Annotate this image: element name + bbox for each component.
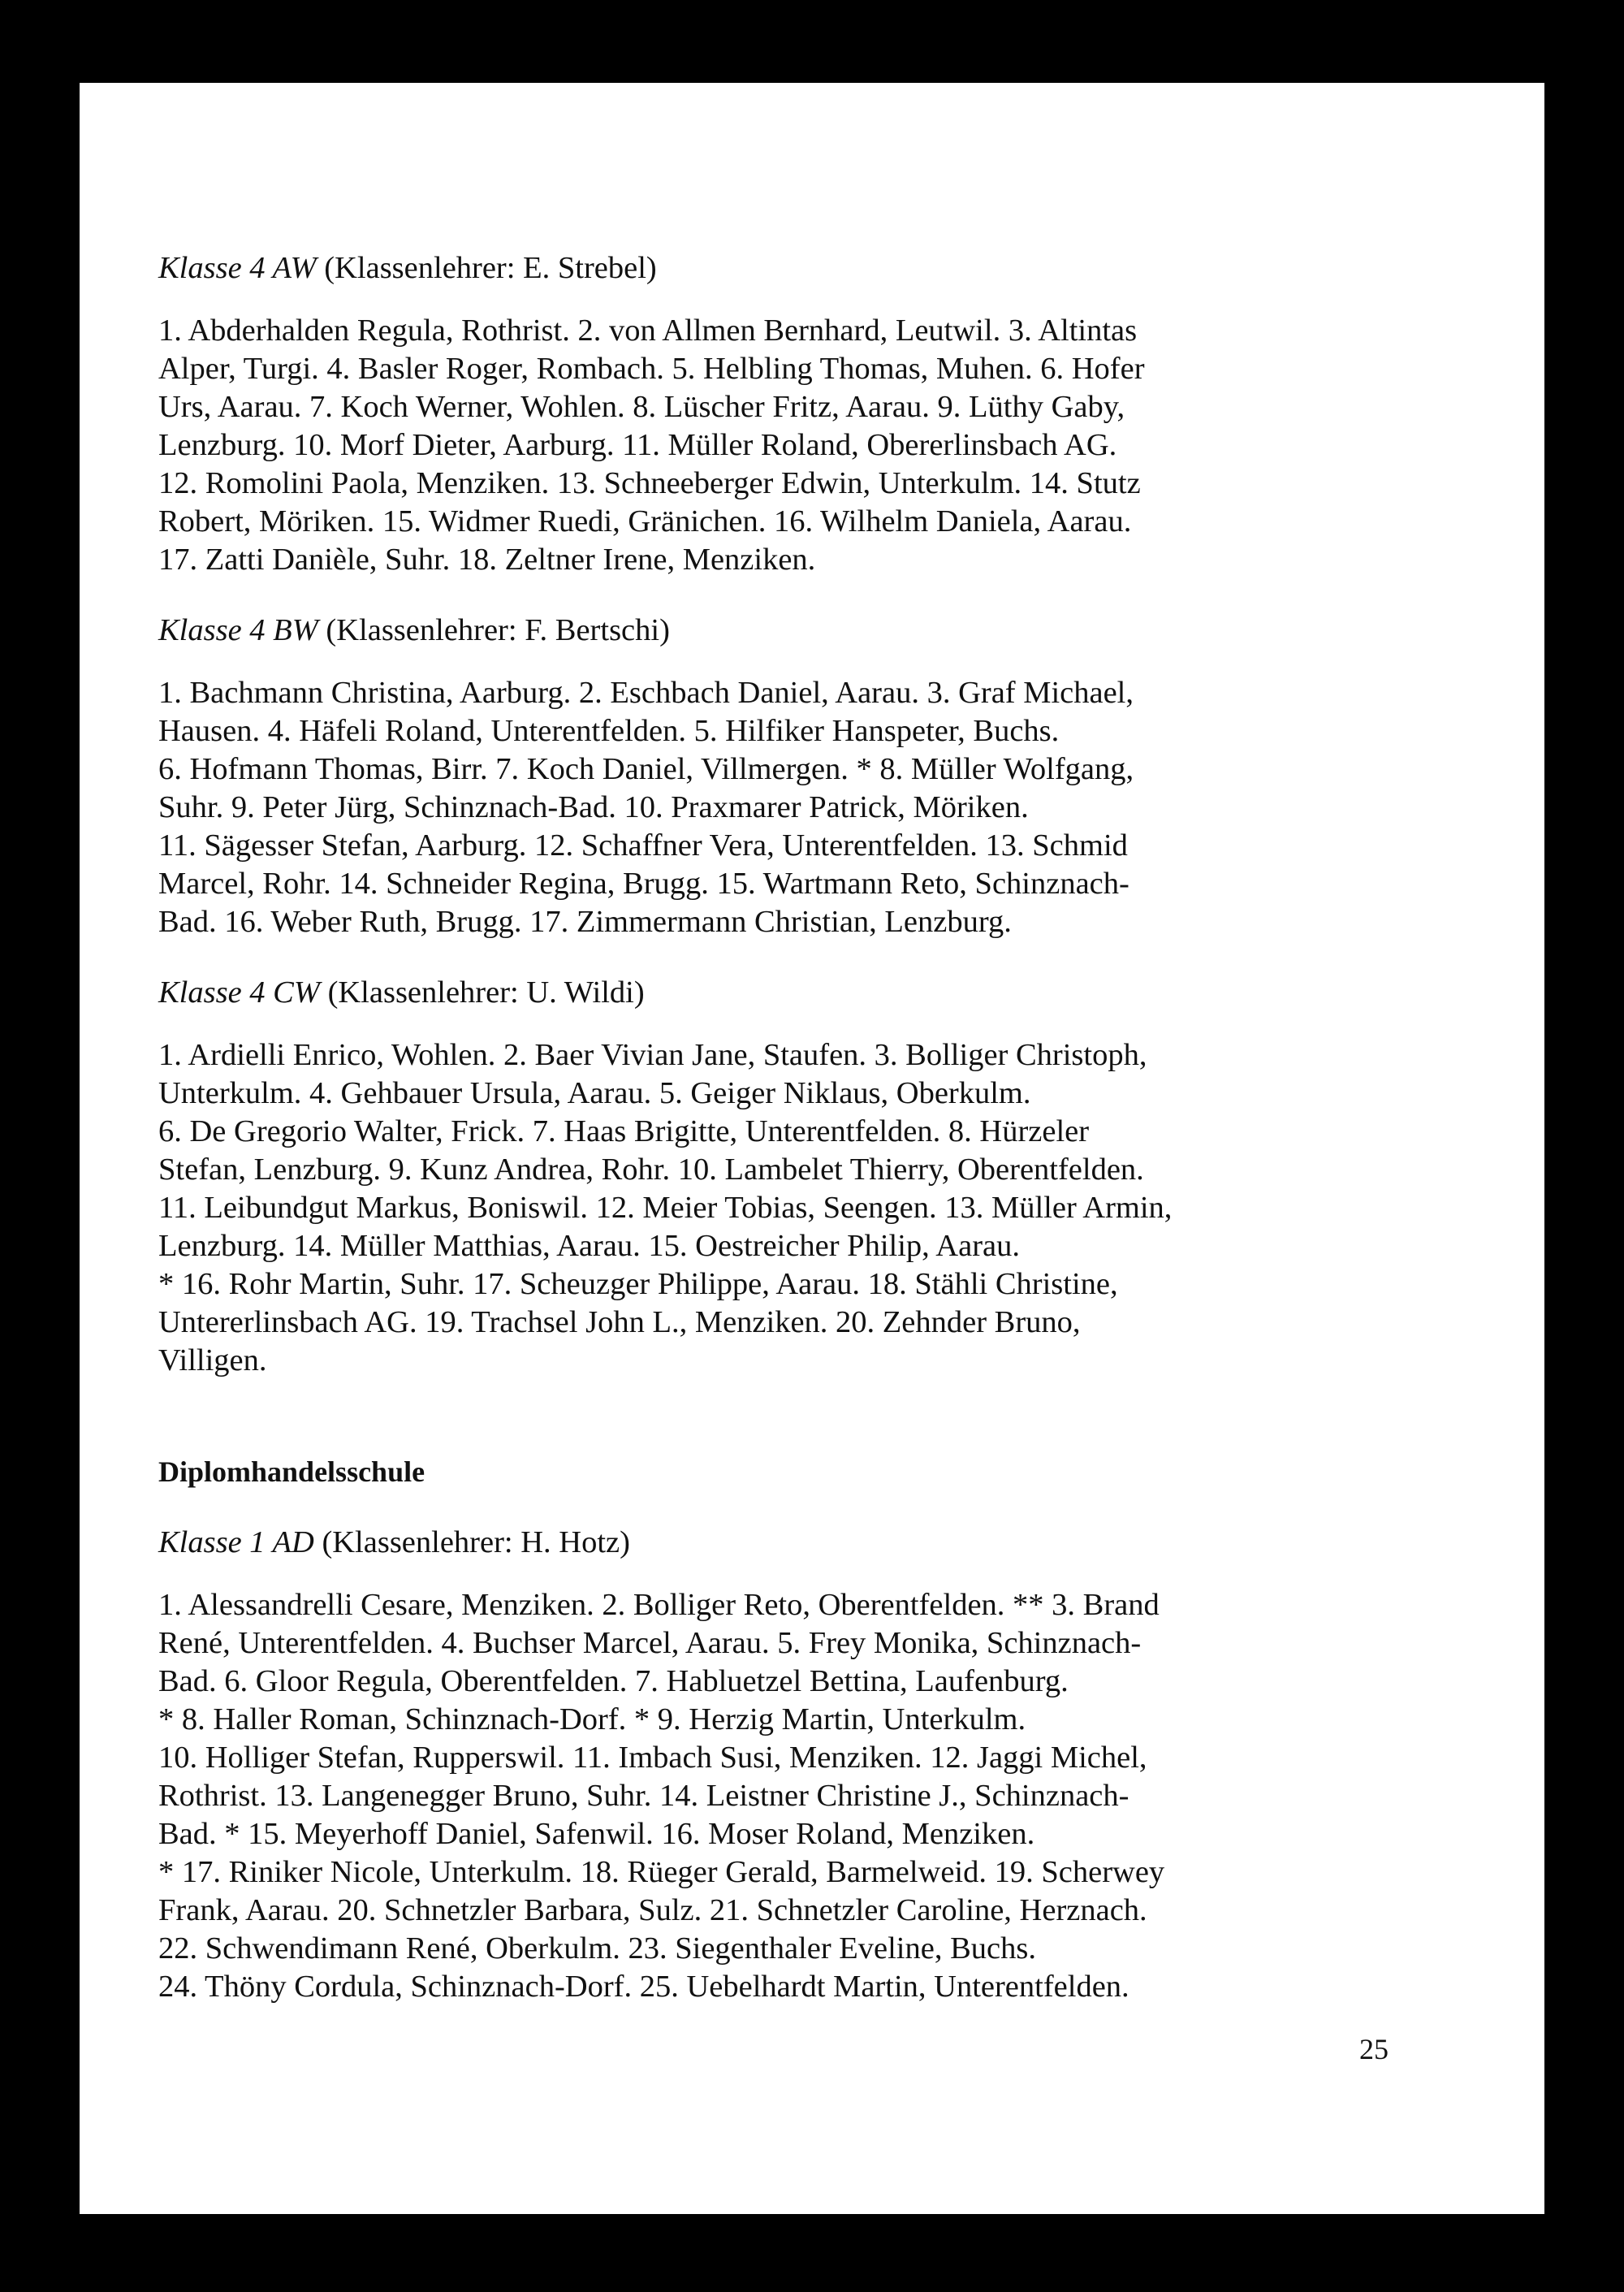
student-list-4aw: 1. Abderhalden Regula, Rothrist. 2. von Allmen Bernhard, Leutwil. 3. Altintas Alper, Turgi. 4. Basler Roger, Rombach. 5. Helbling Thomas, Muhen. 6. Hofer Urs, Aarau. 7. Koch Werner, Wohlen. 8. Lüscher Fritz, Aarau. 9. Lüthy Gaby, Lenzburg. 10. Morf Dieter, Aarburg. 11. Müller Roland, Obererlinsbach AG. 12. Romolini Paola, Menziken. 13. Schneeberger Edwin, Unterkulm. 14. Stutz Robert, Möriken. 15. Widmer Ruedi, Gränichen. 16. Wilhelm Daniela, Aarau. 17. Zatti Danièle, Suhr. 18. Zeltner Irene, Menziken. xyxy=(158,314,1145,577)
page-content xyxy=(158,249,1458,2006)
class-label: Klasse 4 AW xyxy=(158,251,317,285)
class-teacher: (Klassenlehrer: H. Hotz) xyxy=(322,1525,630,1559)
class-heading-1ad xyxy=(158,1524,1458,1562)
student-list-4bw: 1. Bachmann Christina, Aarburg. 2. Eschbach Daniel, Aarau. 3. Graf Michael, Hausen. 4. Häfeli Roland, Unterentfelden. 5. Hilfiker Hanspeter, Buchs. 6. Hofmann Thomas, Birr. 7. Koch Daniel, Villmergen. * 8. Müller Wolfgang, Suhr. 9. Peter Jürg, Schinznach-Bad. 10. Praxmarer Patrick, Möriken. 11. Sägesser Stefan, Aarburg. 12. Schaffner Vera, Unterentfelden. 13. Schmid Marcel, Rohr. 14. Schneider Regina, Brugg. 15. Wartmann Reto, Schinznach- Bad. 16. Weber Ruth, Brugg. 17. Zimmermann Christian, Lenzburg. xyxy=(158,676,1134,939)
class-label: Klasse 4 CW xyxy=(158,975,320,1010)
student-list-1ad: 1. Alessandrelli Cesare, Menziken. 2. Bolliger Reto, Oberentfelden. ** 3. Brand René, Unterentfelden. 4. Buchser Marcel, Aarau. 5. Frey Monika, Schinznach- Bad. 6. Gloor Regula, Oberentfelden. 7. Habluetzel Bettina, Laufenburg. * 8. Haller Roman, Schinznach-Dorf. * 9. Herzig Martin, Unterkulm. 10. Holliger Stefan, Rupperswil. 11. Imbach Susi, Menziken. 12. Jaggi Michel, Rothrist. 13. Langenegger Bruno, Suhr. 14. Leistner Christine J., Schinznach- Bad. * 15. Meyerhoff Daniel, Safenwil. 16. Moser Roland, Menziken. * 17. Riniker Nicole, Unterkulm. 18. Rüeger Gerald, Barmelweid. 19. Scherwey Frank, Aarau. 20. Schnetzler Barbara, Sulz. 21. Schnetzler Caroline, Herznach. 22. Schwendimann René, Oberkulm. 23. Siegenthaler Eveline, Buchs. 24. Thöny Cordula, Schinznach-Dorf. 25. Uebelhardt Martin, Unterentfelden. xyxy=(158,1588,1165,2004)
student-list-4cw: 1. Ardielli Enrico, Wohlen. 2. Baer Vivian Jane, Staufen. 3. Bolliger Christoph, Unterkulm. 4. Gehbauer Ursula, Aarau. 5. Geiger Niklaus, Oberkulm. 6. De Gregorio Walter, Frick. 7. Haas Brigitte, Unterentfelden. 8. Hürzeler Stefan, Lenzburg. 9. Kunz Andrea, Rohr. 10. Lambelet Thierry, Oberentfelden. 11. Leibundgut Markus, Boniswil. 12. Meier Tobias, Seengen. 13. Müller Armin, Lenzburg. 14. Müller Matthias, Aarau. 15. Oestreicher Philip, Aarau. * 16. Rohr Martin, Suhr. 17. Scheuzger Philippe, Aarau. 18. Stähli Christine, Untererlinsbach AG. 19. Trachsel John L., Menziken. 20. Zehnder Bruno, Villigen. xyxy=(158,1038,1173,1377)
document-page xyxy=(80,83,1544,2214)
class-heading-4bw xyxy=(158,612,1458,650)
class-teacher: (Klassenlehrer: E. Strebel) xyxy=(324,251,657,285)
class-label: Klasse 4 BW xyxy=(158,613,318,647)
class-teacher: (Klassenlehrer: U. Wildi) xyxy=(327,975,645,1010)
class-heading-4cw xyxy=(158,974,1458,1012)
class-teacher: (Klassenlehrer: F. Bertschi) xyxy=(326,613,670,647)
class-heading-4aw xyxy=(158,249,1458,288)
page-number: 25 xyxy=(1359,2033,1389,2065)
class-label: Klasse 1 AD xyxy=(158,1525,314,1559)
section-title: Diplomhandelsschule xyxy=(158,1455,425,1488)
